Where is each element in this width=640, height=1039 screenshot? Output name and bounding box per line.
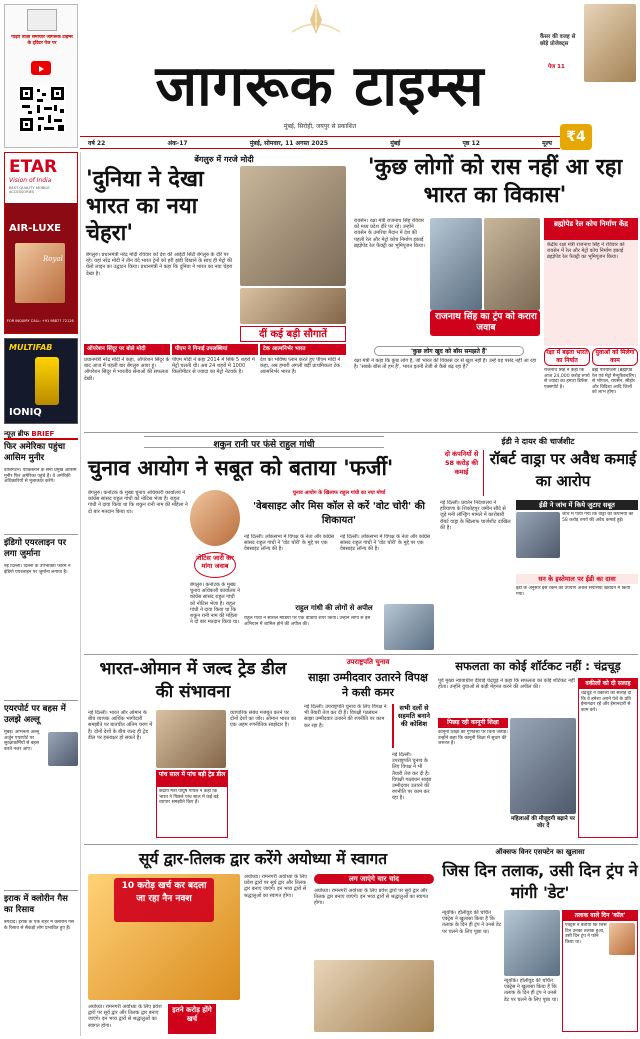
modi-sub-3 [260, 344, 346, 430]
vadra-photo [516, 512, 560, 558]
brief-tag: BRIEF [31, 430, 55, 438]
rajnath-side-title: ब्रह्मोपेड रेल कोच निर्माण केंद्र [544, 218, 638, 240]
top-promo-photo [584, 4, 636, 82]
meta-pages: पृष्ठ 12 [462, 139, 480, 147]
modi-photo-caption: दीं कई बड़ी सौगातें [240, 326, 346, 342]
chandrachud-side-title: वकीलों को दी सलाह [579, 679, 637, 689]
trump-date-headline: जिस दिन तलाक, उसी दिन ट्रंप ने मांगी 'डेट' [442, 861, 638, 902]
modi-sub-2-body: पीएम मोदी ने कहा 2014 में सिर्फ 5 शहरों में मेट्रो चलती थी। अब 24 शहरों में 1000 किलोमीटर से ज्यादा का मेट्रो नेटवर्क है। [172, 357, 255, 376]
etar-ad[interactable] [4, 152, 78, 334]
modi-sub-1-title: ऑपरेशन सिंदूर पर बोले मोदी [84, 344, 170, 355]
meta-year: वर्ष 22 [88, 139, 106, 147]
ayodhya-badge-2: इतने करोड़ होंगे खर्च [168, 1004, 216, 1034]
vp-body: नई दिल्ली। उपराष्ट्रपति चुनाव के लिए विपक्ष ने भी तैयारी तेज कर दी है। विपक्षी गठबंधन साझा उम्मीदवार उतारने की रणनीति पर काम कर रहा है। [304, 704, 387, 729]
brief-allu-headline: एयरपोर्ट पर बहस में उलझे अल्लू [4, 704, 66, 725]
chandrachud-side [578, 678, 638, 838]
brief-allu-body: मुंबई। अभिनेता अल्लू अर्जुन एयरपोर्ट पर सुरक्षाकर्मियों से बहस करते नजर आए। [4, 730, 40, 752]
rahul-sub-headline: 'वेबसाइट और मिस कॉल से करें 'वोट चोरी' की शिकायत' [253, 501, 425, 526]
top-promo-page: पेज 11 [548, 64, 565, 70]
pen-nib-emblem [286, 2, 346, 36]
trump-date-body-2: न्यूयॉर्क। हॉलीवुड की चर्चित एक्ट्रेस ने खुलासा किया है कि तलाक के दिन ही ट्रंप ने उनसे डेट पर चलने के लिए पूछा था। [504, 978, 559, 1003]
oman-body: नई दिल्ली। भारत और ओमान के बीच व्यापक आर्थिक भागीदारी समझौते पर बातचीत अंतिम चरण में है। दोनों देशों के बीच जल्द ही ट्रेड डील पर हस्ताक्षर हो सकते हैं। [88, 710, 153, 741]
rahul-photo [384, 604, 434, 650]
ayodhya-photo-2 [314, 960, 434, 1032]
vp-body-2: नई दिल्ली। उपराष्ट्रपति चुनाव के लिए विपक्ष ने भी तैयारी तेज कर दी है। विपक्षी गठबंधन साझा उम्मीदवार उतारने की रणनीति पर काम कर रहा है। [392, 752, 432, 802]
brief-pak [4, 442, 78, 532]
meta-strip [80, 136, 560, 149]
brief-indigo-headline: इंडिगो एयरलाइन पर लगा जुर्माना [4, 538, 67, 559]
vadra-badge: दो कंपनियों से 58 करोड़ की कमाई [440, 450, 484, 496]
rajnath-photo-trump [430, 218, 482, 310]
rajnath-side-body: केंद्रीय रक्षा मंत्री राजनाथ सिंह ने रविवार को रायसेन में रेल और मेट्रो कोच निर्माण इकाई ब्रह्मोपेड रेल फैक्ट्री का भूमिपूजन किया। [547, 242, 625, 261]
rahul-kicker: शकुन रानी पर फंसे राहुल गांधी [144, 436, 384, 448]
chandrachud-caption: महिलाओं की मौजूदगी बढ़ाने पर जोर दें [510, 816, 576, 829]
rajnath-photo [484, 218, 540, 310]
modi-sub-1 [84, 344, 170, 430]
chandrachud-side-body: चंद्रचूड़ ने वकीलों को सलाह दी कि वे हमेशा अपने पेशे के प्रति ईमानदार रहें और ईमानदारी से काम करें। [581, 691, 632, 713]
oman-headline: भारत-ओमान में जल्द ट्रेड डील की संभावना [99, 659, 287, 702]
story-chandrachud [438, 656, 638, 842]
chandrachud-body: पूर्व मुख्य न्यायाधीश डीवाई चंद्रचूड़ ने कहा कि सफलता का कोई शॉर्टकट नहीं होता। उन्होंने युवाओं से कड़ी मेहनत करने की अपील की। [438, 678, 575, 691]
rajnath-headline: 'कुछ लोगों को रास नहीं आ रहा भारत का विकास' [367, 155, 623, 208]
story-modi [84, 152, 346, 430]
modi-headline: 'दुनिया ने देखा भारत का नया चेहरा' [86, 167, 204, 246]
divider [4, 534, 78, 535]
vp-badge: सभी दलों से सहमति बनाने की कोशिश [392, 704, 432, 748]
rajnath-export [544, 348, 590, 430]
vp-headline: साझा उम्मीदवार उतारने विपक्ष ने कसी कमर [308, 671, 428, 699]
meta-date: मुंबई, सोमवार, 11 अगस्त 2025 [249, 139, 329, 147]
newspaper-title: जागरूक टाइम्स [155, 54, 485, 119]
masthead [0, 0, 640, 150]
etar-product-band [5, 203, 77, 333]
modi-sub-2 [172, 344, 258, 430]
divider [4, 890, 78, 891]
rajnath-export-body: राजनाथ सिंह ने कहा कि आज 24,000 करोड़ रुपये से ज्यादा का हमारा डिफेंस एक्सपोर्ट है। [544, 368, 590, 390]
multifab-ad[interactable] [4, 338, 78, 424]
column-divider [80, 152, 81, 1036]
chandrachud-sub-title: पिछड़ रही कानूनी शिक्षा [438, 718, 508, 728]
rahul-sub-kicker: चुनाव आयोग के खिलाफ राहुल गांधी का नया मोर्चा [292, 490, 386, 496]
section-divider [84, 432, 638, 433]
rahul-appeal-body: राहुल गांधी ने सोशल मीडिया पर एक वीडियो शेयर किया। उन्होंने लोगों से इस अभियान में शामिल होने की अपील की। [244, 616, 371, 627]
section-divider [84, 654, 638, 655]
ayodhya-sub-kicker: लग जाएंगे चार चांद [314, 874, 434, 884]
vadra-probe-title: ईडी ने जांच में किये जुटाए सबूत [516, 500, 638, 510]
qr-promo [4, 4, 78, 148]
brief-label: न्यूज़ ब्रीफ [4, 430, 29, 438]
modi-sub-3-title: टेक आत्मनिर्भर भारत [260, 344, 346, 355]
trump-date-box [562, 910, 638, 1032]
rajnath-side-box [544, 218, 638, 346]
chandrachud-headline: सफलता का कोई शॉर्टकट नहीं : चंद्रचूड़ [455, 659, 621, 673]
meta-price-label: मूल्य [542, 139, 552, 147]
rahul-body-2: बेंगलुरु। कर्नाटक के मुख्य चुनाव अधिकारी कार्यालय ने कांग्रेस सांसद राहुल गांधी को नोटिस भेजा है। राहुल गांधी ने दावा किया था कि शकुन रानी नाम की महिला ने दो बार मतदान किया था। [190, 582, 240, 626]
ayodhya-body-3: अयोध्या। रामनगरी अयोध्या के लिए प्रवेश द्वारों पर सूर्य द्वार और तिलक द्वार बनाए जाएंगे। इन भव्य द्वारों से श्रद्धालुओं का स्वागत होगा। [314, 888, 429, 907]
brief-allu-photo [48, 732, 78, 766]
ayodhya-badge-text: 10 करोड़ खर्च कर बदला जा रहा नैन नक्श [121, 881, 207, 904]
section-divider [84, 844, 638, 845]
oman-box-title: पांच साल में पांच बड़ी ट्रेड डील [157, 771, 227, 787]
etar-product-name: AIR-LUXE [9, 223, 61, 234]
rajnath-youth [592, 348, 638, 430]
trump-date-box-body: एक्ट्रेस ने बताया कि जिस दिन उनका तलाक हुआ, उसी दिन ट्रंप ने फोन किया था। [565, 923, 607, 945]
rahul-body: बेंगलुरु। कर्नाटक के मुख्य चुनाव अधिकारी कार्यालय ने कांग्रेस सांसद राहुल गांधी को नोटिस भेजा है। राहुल गांधी ने दावा किया था कि शकुन रानी नाम की महिला ने दो बार मतदान किया था। [88, 490, 188, 515]
rahul-photo-woman [190, 490, 240, 546]
rajnath-quote-title: 'कुछ लोग खुद को बॉस समझते हैं' [374, 346, 524, 356]
youtube-icon[interactable] [31, 61, 51, 75]
multifab-product: IONIQ [9, 407, 42, 418]
ayodhya-headline: सूर्य द्वार-तिलक द्वार करेंगे अयोध्या में स्वागत [138, 850, 388, 868]
rajnath-export-title: रक्षा में बढ़ता भारत का निर्यात [544, 348, 590, 366]
rajnath-quote [354, 346, 540, 430]
vadra-probe-body: जांच में पाया गया कि वाड्रा की कंपनियों को 58 करोड़ रुपये की अवैध कमाई हुई। [562, 512, 634, 523]
ayodhya-body-2: अयोध्या। रामनगरी अयोध्या के लिए प्रवेश द्वारों पर सूर्य द्वार और तिलक द्वार बनाए जाएंगे। इन भव्य द्वारों से श्रद्धालुओं का स्वागत होगा। [244, 874, 307, 899]
story-trump-date [442, 846, 638, 1036]
etar-sub: BEST QUALITY MOBILE ACCESSORIES [9, 186, 50, 194]
etar-tag: Vision of India [9, 177, 52, 184]
meta-issue: अंक-17 [167, 139, 188, 147]
rahul-badge: नोटिस जारी कर मांगा जवाब [194, 552, 236, 578]
rahul-sub-body-2: नई दिल्ली। लोकसभा में विपक्ष के नेता और कांग्रेस सांसद राहुल गांधी ने 'वोट चोरी' के मुद्दे पर एक वेबसाइट लॉन्च की है। [340, 534, 431, 553]
modi-sub-2-title: पीएम ने गिनाईं उपलब्धियां [172, 344, 258, 355]
rajnath-youth-title: युवाओं को मिलेगा काम [592, 348, 638, 366]
oman-photo [156, 710, 226, 768]
rahul-headline: चुनाव आयोग ने सबूत को बताया 'फर्जी' [88, 456, 394, 480]
meta-city: मुंबई [390, 139, 401, 147]
rajnath-caption-text: राजनाथ सिंह का ट्रंप को करारा जवाब [435, 312, 537, 333]
trump-date-photo [504, 910, 560, 976]
rahul-appeal-title: राहुल गांधी की लोगों से अपील [295, 604, 373, 612]
story-rahul [84, 434, 434, 652]
etar-brand: ETAR [9, 157, 58, 177]
modi-photo [240, 166, 346, 286]
trump-date-kicker: ऑक्सफ विनर एसफ्टेन का खुलासा [495, 848, 585, 856]
oman-box [156, 770, 228, 838]
etar-contact: FOR INQUIRY CALL: +91 98877 72126 [7, 319, 74, 323]
divider [4, 700, 78, 701]
modi-photo-small [240, 288, 346, 324]
multifab-product-image [35, 357, 59, 405]
brief-iraq [4, 894, 78, 1034]
brief-indigo-body: नई दिल्ली। दिल्ली के उपभोक्ता फोरम ने इंडिगो एयरलाइन पर जुर्माना लगाया है। [4, 564, 71, 575]
rahul-sub-body: नई दिल्ली। लोकसभा में विपक्ष के नेता और कांग्रेस सांसद राहुल गांधी ने 'वोट चोरी' के मुद्दे पर एक वेबसाइट लॉन्च की है। [244, 534, 335, 553]
oman-box-body: केंद्रीय मंत्री पीयूष गोयल ने कहा कि भारत ने पिछले पांच साल में कई बड़े व्यापार समझौते किए हैं। [159, 789, 219, 806]
story-ayodhya [84, 846, 438, 1036]
story-oman [84, 656, 298, 842]
story-vp [302, 656, 434, 842]
vp-kicker: उपराष्ट्रपति चुनाव [346, 658, 390, 666]
multifab-brand: MULTIFAB [9, 343, 53, 352]
mini-logo [27, 9, 57, 31]
rajnath-quote-body: रक्षा मंत्री ने कहा कि कुछ लोग हैं, जो भारत की विकास दर से खुश नहीं हैं। उन्हें यह पसंद नहीं आ रहा है। 'सबके बॉस तो हम हैं', भारत इतनी तेजी से कैसे बढ़ रहा है? [354, 358, 537, 371]
qr-code-icon[interactable] [18, 85, 66, 133]
top-promo-text: कैंसर की वजह से छोड़े प्रोजेक्ट्स [540, 34, 576, 47]
rajnath-body: रायसेन। रक्षा मंत्री राजनाथ सिंह रविवार को मध्य प्रदेश दौरे पर रहे। उन्होंने रायसेन के उमरिया मैदान में देश की पहली रेल और मेट्रो कोच निर्माण इकाई ब्रह्मोपेड रेल फैक्ट्री का भूमिपूजन किया। [354, 218, 425, 249]
vadra-funds-title: धन के इस्तेमाल पर ईडी का दावा [516, 574, 638, 584]
brief-indigo [4, 538, 78, 668]
rajnath-caption [430, 310, 540, 336]
etar-product-image [15, 243, 65, 303]
price-badge: ₹4 [560, 124, 592, 150]
brief-pak-headline: फिर अमेरिका पहुंचा आसिम मुनीर [4, 442, 66, 463]
vadra-headline: रॉबर्ट वाड्रा पर अवैध कमाई का आरोप [489, 450, 637, 490]
modi-kicker: बेंगलुरु में गरजे मोदी [194, 155, 254, 164]
vadra-funds-body: ईडी के अनुसार इस रकम का उपयोग अचल संपत्तियां खरीदने में किया गया। [516, 586, 631, 597]
modi-body: बेंगलुरु। प्रधानमंत्री नरेंद्र मोदी रविवार को देश की आईटी सिटी बेंगलुरु के दौरे पर रहे। यहां नरेंद्र मोदी ने तीन वंदे भारत ट्रेनों को हरी झंडी दिखाने के साथ ही मेट्रो की येलो लाइन का उद्घाटन किया। प्रधानमंत्री ने कहा कि दुनिया ने भारत का नया चेहरा देखा है। [86, 252, 233, 277]
rajnath-youth-body: ब्रह्म परियोजना (ब्रह्मोपेड रेल एवं मेट्रो मैन्युफैक्चरिंग) से भोपाल, रायसेन, सीहोर और विदिशा आदि जिलों को लाभ होगा। [592, 368, 637, 396]
qr-note: पढ़िए ताज़ा समाचार जागरूक टाइम्स के ट्विटर पेज पर [11, 35, 73, 47]
trump-date-body: न्यूयॉर्क। हॉलीवुड की चर्चित एक्ट्रेस ने खुलासा किया है कि तलाक के दिन ही ट्रंप ने उनसे डेट पर चलने के लिए पूछा था। [442, 910, 502, 935]
chandrachud-photo [510, 718, 576, 814]
brief-iraq-headline: इराक में क्लोरीन गैस का रिसाव [4, 894, 68, 915]
brief-allu [4, 704, 78, 834]
modi-sub-1-body: प्रधानमंत्री नरेंद्र मोदी ने कहा, ऑपरेशन सिंदूर के बाद आज मैं पहली बार बेंगलुरु आया हूं। ऑपरेशन सिंदूर में भारतीय सेनाओं की सफलता देखी। [84, 357, 170, 382]
ayodhya-badge [114, 878, 214, 922]
etar-product-label: Royal [43, 255, 63, 263]
vadra-kicker: ईडी ने दायर की चार्जशीट [501, 437, 575, 446]
trump-date-box-title: तलाक वाले दिन 'कॉल' [563, 911, 637, 921]
news-brief-label [4, 430, 78, 440]
publication-subtitle: मुंबई, सिरोही, जयपुर से प्रकाशित [283, 123, 357, 130]
story-rajnath [350, 152, 638, 430]
trump-date-box-photo [609, 923, 635, 955]
vadra-body: नई दिल्ली। प्रवर्तन निदेशालय ने हरियाणा के शिकोहपुर जमीन सौदे से जुड़े मनी लॉन्ड्रिंग मामले में कारोबारी रॉबर्ट वाड्रा के खिलाफ चार्जशीट दाखिल की है। [440, 500, 511, 531]
story-vadra [438, 434, 638, 652]
modi-sub-3-body: देश का भविष्य प्लान करते हुए पीएम मोदी ने कहा, अब हमारी अगली बड़ी प्राथमिकता टेक आत्मनिर्भर भारत है। [260, 357, 341, 376]
brief-pak-body: वाशिंगटन। पाकिस्तान के सेना प्रमुख आसिम मुनीर फिर अमेरिका पहुंचे हैं। वे अमेरिकी अधिकारियों से मुलाकात करेंगे। [4, 468, 77, 485]
ayodhya-body: अयोध्या। रामनगरी अयोध्या के लिए प्रवेश द्वारों पर सूर्य द्वार और तिलक द्वार बनाए जाएंगे। इन भव्य द्वारों से श्रद्धालुओं का स्वागत होगा। [88, 1004, 162, 1029]
oman-trade-body: व्यापारिक संबंध मजबूत करने पर दोनों देशों का जोर। ओमान भारत का एक अहम रणनीतिक साझेदार है। [230, 710, 297, 729]
brief-iraq-body: बगदाद। इराक के एक शहर में क्लोरीन गैस के रिसाव से सैकड़ों लोग प्रभावित हुए हैं। [4, 920, 74, 931]
chandrachud-sub-body: कानूनी शिक्षा की गुणवत्ता पर चिंता जताई। उन्होंने कहा कि कानूनी शिक्षा में सुधार की जरूरत है। [438, 730, 508, 747]
